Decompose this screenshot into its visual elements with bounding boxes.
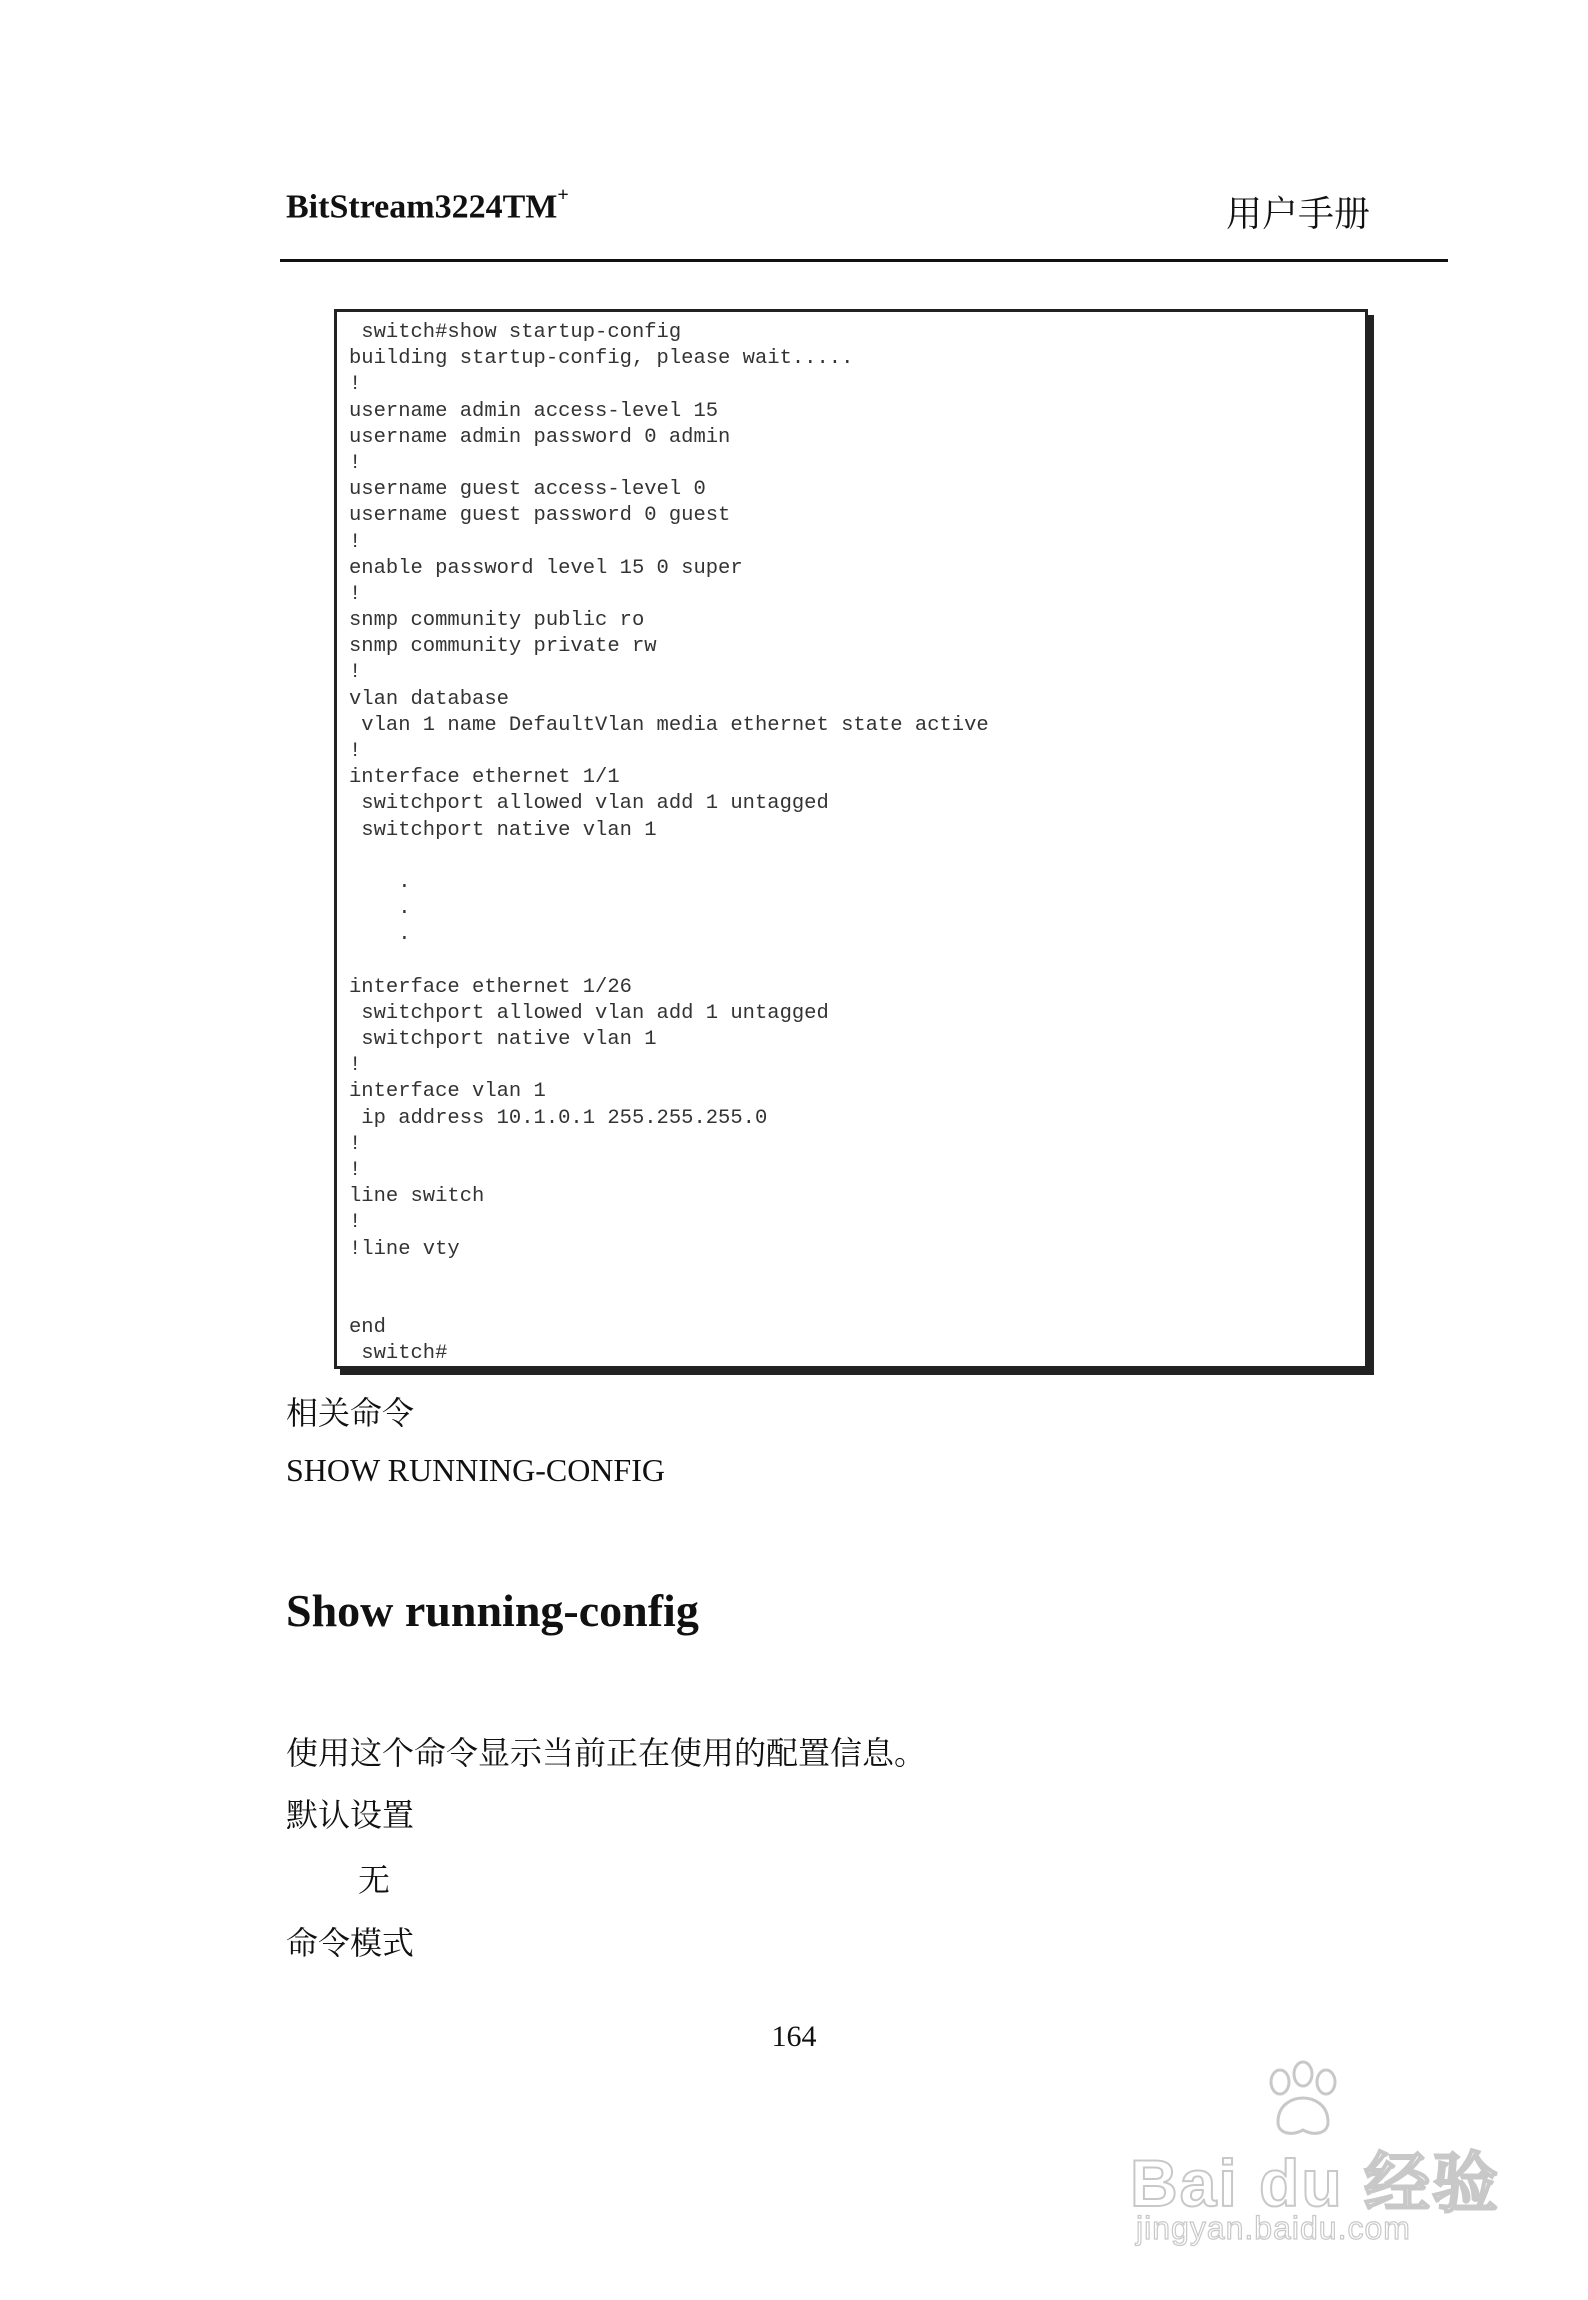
section-title: Show running-config <box>286 1585 699 1636</box>
terminal-line: interface vlan 1 <box>349 1080 546 1104</box>
terminal-line: switchport native vlan 1 <box>349 818 657 842</box>
paw-icon <box>1258 2060 1348 2140</box>
document-title-text: BitStream3224TM <box>286 188 558 226</box>
terminal-line: ! <box>349 582 362 606</box>
terminal-output <box>349 320 1355 1368</box>
terminal-line: username admin password 0 admin <box>349 425 731 449</box>
terminal-line: ! <box>349 451 362 475</box>
terminal-line: vlan database <box>349 687 509 711</box>
terminal-line: username guest password 0 guest <box>349 504 731 528</box>
terminal-line: building startup-config, please wait..... <box>349 347 854 371</box>
terminal-line: . <box>349 870 411 894</box>
watermark-logo-text: Bai du 经验 <box>1130 2146 1501 2220</box>
terminal-line: ip address 10.1.0.1 255.255.255.0 <box>349 1106 768 1130</box>
terminal-line: switchport native vlan 1 <box>349 1028 657 1052</box>
terminal-line: vlan 1 name DefaultVlan media ethernet state active <box>349 713 989 737</box>
document-title <box>286 184 569 226</box>
terminal-line: ! <box>349 740 362 763</box>
terminal-line: ! <box>349 1054 362 1078</box>
terminal-line: snmp community public ro <box>349 609 645 633</box>
terminal-line: ! <box>349 1132 362 1156</box>
terminal-line: switchport allowed vlan add 1 untagged <box>349 792 829 816</box>
related-commands-label: 相关命令 <box>286 1394 415 1432</box>
page-number: 164 <box>771 2020 817 2053</box>
default-settings-value: 无 <box>358 1861 391 1899</box>
terminal-line: !line vty <box>349 1237 460 1261</box>
terminal-line: ! <box>349 373 362 397</box>
terminal-line <box>349 844 1355 870</box>
terminal-line: ! <box>349 530 362 554</box>
command-mode-label: 命令模式 <box>286 1924 415 1962</box>
terminal-line: . <box>349 897 411 921</box>
terminal-line <box>349 949 1355 975</box>
terminal-screenshot <box>334 309 1368 1369</box>
terminal-line <box>349 1263 1355 1289</box>
terminal-line: enable password level 15 0 super <box>349 556 743 580</box>
terminal-line <box>349 1289 1355 1315</box>
terminal-line: end <box>349 1316 386 1340</box>
command-description: 使用这个命令显示当前正在使用的配置信息。 <box>286 1734 927 1772</box>
terminal-line: ! <box>349 1159 362 1182</box>
terminal-line: interface ethernet 1/26 <box>349 975 632 999</box>
header-divider <box>280 259 1448 262</box>
terminal-line: username guest access-level 0 <box>349 478 706 502</box>
terminal-line: switch# <box>349 1342 448 1366</box>
terminal-line: . <box>349 923 411 947</box>
terminal-line: username admin access-level 15 <box>349 399 719 423</box>
document-title-superscript: + <box>557 184 569 206</box>
terminal-line: switchport allowed vlan add 1 untagged <box>349 1001 829 1025</box>
baidu-watermark <box>1130 2060 1530 2260</box>
terminal-line: switch#show startup-config <box>349 321 682 344</box>
terminal-line: line switch <box>349 1185 485 1209</box>
related-command-link: SHOW RUNNING-CONFIG <box>286 1452 665 1488</box>
terminal-line: interface ethernet 1/1 <box>349 766 620 790</box>
manual-label: 用户手册 <box>1225 194 1370 235</box>
terminal-line: ! <box>349 661 362 685</box>
terminal-line: ! <box>349 1211 362 1235</box>
watermark-url: jingyan.baidu.com <box>1136 2210 1411 2246</box>
terminal-line: snmp community private rw <box>349 635 657 659</box>
default-settings-label: 默认设置 <box>286 1796 415 1834</box>
